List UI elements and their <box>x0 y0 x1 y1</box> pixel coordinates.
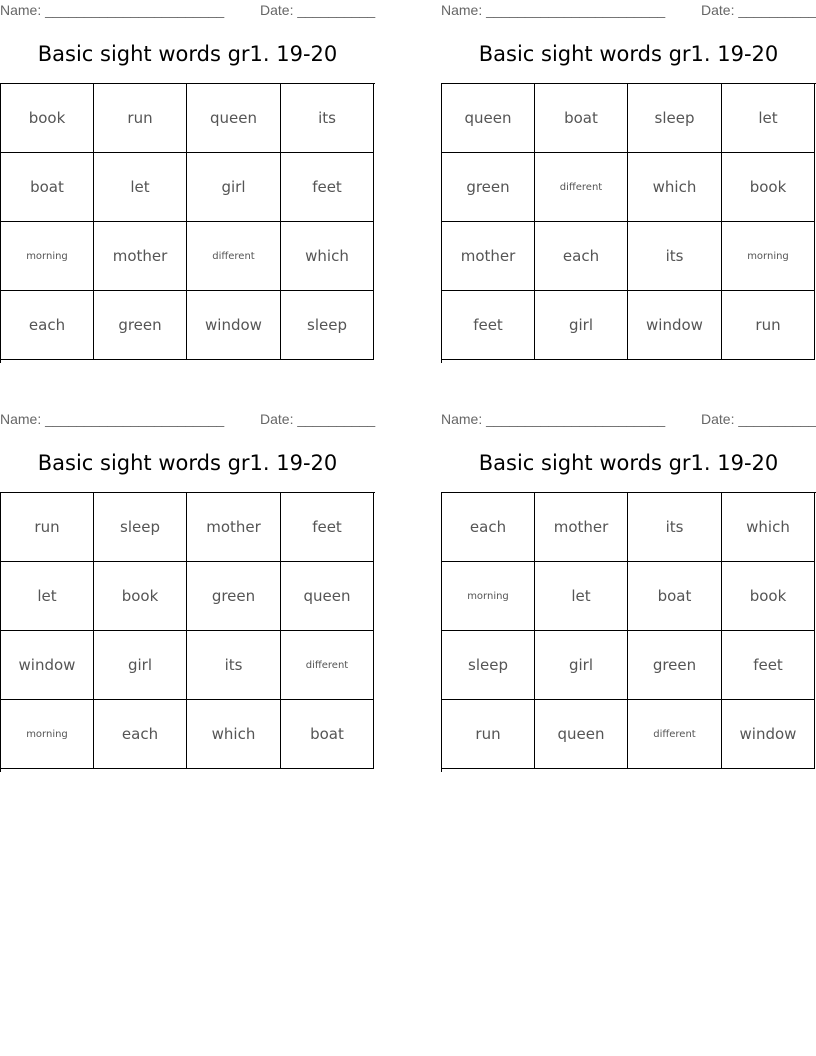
word-cell: book <box>94 562 187 631</box>
word-cell: window <box>628 291 722 360</box>
word-cell: mother <box>94 222 187 291</box>
word-cell: queen <box>535 700 628 769</box>
word-cell: boat <box>1 153 94 222</box>
word-cell: feet <box>722 631 815 700</box>
word-cell: morning <box>1 700 94 769</box>
word-cell: book <box>722 562 815 631</box>
word-cell: morning <box>442 562 535 631</box>
card-header <box>0 0 375 20</box>
word-cell: feet <box>442 291 535 360</box>
word-cell: different <box>628 700 722 769</box>
word-cell: different <box>187 222 281 291</box>
word-cell: window <box>1 631 94 700</box>
word-cell: let <box>722 84 815 153</box>
word-cell: let <box>1 562 94 631</box>
word-cell: green <box>94 291 187 360</box>
word-cell: girl <box>535 631 628 700</box>
date-field: Date: __________ <box>260 2 376 18</box>
word-cell: its <box>187 631 281 700</box>
word-cell: mother <box>442 222 535 291</box>
word-cell: mother <box>187 493 281 562</box>
word-cell: different <box>535 153 628 222</box>
card-title: Basic sight words gr1. 19-20 <box>478 451 779 475</box>
bingo-card-2 <box>441 0 816 334</box>
word-cell: window <box>722 700 815 769</box>
word-cell: boat <box>535 84 628 153</box>
word-cell: let <box>94 153 187 222</box>
word-cell: run <box>1 493 94 562</box>
bingo-card-3 <box>0 409 376 743</box>
word-cell: girl <box>94 631 187 700</box>
word-grid <box>441 83 816 363</box>
word-cell: different <box>281 631 374 700</box>
word-cell: morning <box>1 222 94 291</box>
word-cell: sleep <box>442 631 535 700</box>
word-grid <box>0 492 375 772</box>
word-cell: run <box>442 700 535 769</box>
card-header <box>441 0 816 20</box>
word-cell: queen <box>442 84 535 153</box>
word-cell: green <box>187 562 281 631</box>
word-cell: window <box>187 291 281 360</box>
word-cell: mother <box>535 493 628 562</box>
word-cell: each <box>442 493 535 562</box>
word-cell: its <box>628 222 722 291</box>
word-cell: green <box>442 153 535 222</box>
word-cell: feet <box>281 493 374 562</box>
word-cell: run <box>722 291 815 360</box>
word-cell: run <box>94 84 187 153</box>
word-cell: which <box>722 493 815 562</box>
card-title: Basic sight words gr1. 19-20 <box>478 42 779 66</box>
bingo-card-1 <box>0 0 376 334</box>
card-header <box>441 409 816 429</box>
word-cell: each <box>535 222 628 291</box>
word-cell: boat <box>281 700 374 769</box>
date-field: Date: __________ <box>260 411 376 427</box>
word-cell: girl <box>535 291 628 360</box>
word-cell: which <box>281 222 374 291</box>
word-cell: each <box>1 291 94 360</box>
name-field: Name: _______________________ <box>441 411 666 427</box>
word-cell: its <box>628 493 722 562</box>
name-field: Name: _______________________ <box>0 411 225 427</box>
card-title: Basic sight words gr1. 19-20 <box>37 451 338 475</box>
bingo-card-4 <box>441 409 816 743</box>
word-cell: sleep <box>281 291 374 360</box>
word-grid <box>0 83 375 363</box>
word-cell: sleep <box>628 84 722 153</box>
word-cell: girl <box>187 153 281 222</box>
word-cell: boat <box>628 562 722 631</box>
name-field: Name: _______________________ <box>0 2 225 18</box>
date-field: Date: __________ <box>701 411 816 427</box>
date-field: Date: __________ <box>701 2 816 18</box>
word-cell: feet <box>281 153 374 222</box>
word-cell: let <box>535 562 628 631</box>
word-cell: sleep <box>94 493 187 562</box>
word-cell: book <box>722 153 815 222</box>
word-cell: each <box>94 700 187 769</box>
word-cell: morning <box>722 222 815 291</box>
word-cell: queen <box>281 562 374 631</box>
word-grid <box>441 492 816 772</box>
card-title: Basic sight words gr1. 19-20 <box>37 42 338 66</box>
word-cell: book <box>1 84 94 153</box>
word-cell: green <box>628 631 722 700</box>
word-cell: its <box>281 84 374 153</box>
name-field: Name: _______________________ <box>441 2 666 18</box>
word-cell: which <box>187 700 281 769</box>
word-cell: queen <box>187 84 281 153</box>
card-header <box>0 409 375 429</box>
word-cell: which <box>628 153 722 222</box>
